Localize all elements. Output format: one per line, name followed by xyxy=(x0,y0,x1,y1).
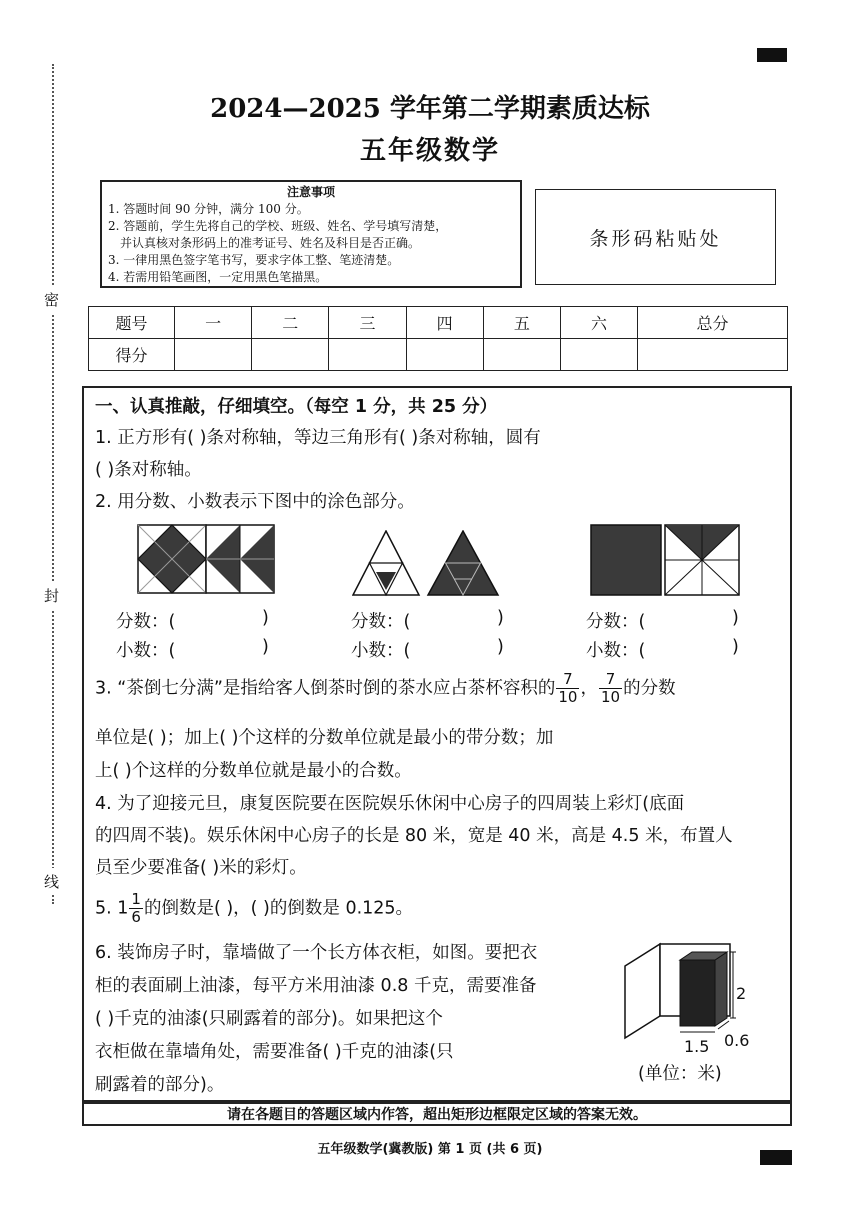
q3-text-b: 的分数 xyxy=(623,678,676,699)
q2-decimal-label-2: 小数：( xyxy=(351,641,411,661)
corner-marker-top xyxy=(757,48,787,62)
wardrobe-dim-height: 2 xyxy=(736,984,747,1003)
barcode-area xyxy=(535,189,776,285)
q1-line1: 1. 正方形有( )条对称轴，等边三角形有( )条对称轴，圆有 xyxy=(95,428,541,448)
q3-comma: ， xyxy=(580,678,598,699)
page-subtitle: 五年级数学 xyxy=(359,136,500,166)
q5-rest: 的倒数是( )，( )的倒数是 0.125。 xyxy=(143,898,414,919)
wardrobe-dim-width: 0.6 xyxy=(724,1031,750,1050)
q3-text-a: 3. “茶倒七分满”是指给客人倒茶时倒的茶水应占茶杯容积的 xyxy=(95,678,556,699)
score-row-label: 得分 xyxy=(89,339,175,371)
q4-line2: 的四周不装)。娱乐休闲中心房子的长是 80 米，宽是 40 米，高是 4.5 米，布置人 xyxy=(95,826,733,846)
notice-item: 1. 答题时间 90 分钟，满分 100 分。 xyxy=(108,202,309,216)
q3-fraction-num: 7 xyxy=(599,672,622,689)
page-footer: 五年级数学(冀教版) 第 1 页 (共 6 页) xyxy=(317,1142,543,1157)
q3-fraction-den: 10 xyxy=(558,688,578,706)
page-title: 2024—2025 学年第二学期素质达标 xyxy=(210,94,650,124)
q4-line1: 4. 为了迎接元旦，康复医院要在医院娱乐休闲中心房子的四周装上彩灯(底面 xyxy=(95,794,685,814)
side-char-feng: 封 xyxy=(44,582,59,609)
q2-fraction-label-2: 分数：( xyxy=(351,612,411,632)
notice-item: 3. 一律用黑色签字笔书写，要求字体工整、笔迹清楚。 xyxy=(108,253,400,267)
q3-fraction xyxy=(556,672,579,705)
barcode-label: 条形码粘贴处 xyxy=(589,227,722,250)
notice-item: 并认真核对条形码上的准考证号、姓名及科目是否正确。 xyxy=(120,236,421,250)
notice-item: 2. 答题前，学生先将自己的学校、班级、姓名、学号填写清楚， xyxy=(108,219,448,233)
q3-fraction-num: 7 xyxy=(556,672,579,689)
q2-close-paren: ) xyxy=(732,608,739,628)
score-header: 二 xyxy=(252,307,329,339)
q2-figure-squares xyxy=(137,524,277,596)
q6-line5: 刷露着的部分)。 xyxy=(95,1075,225,1095)
score-header: 五 xyxy=(483,307,560,339)
q3-line1 xyxy=(95,672,676,705)
notice-box xyxy=(100,180,522,288)
notice-heading: 注意事项 xyxy=(286,185,335,199)
q6-line1: 6. 装饰房子时，靠墙做了一个长方体衣柜，如图。要把衣 xyxy=(95,943,538,963)
score-cell[interactable] xyxy=(483,339,560,371)
q6-line3: ( )千克的油漆(只刷露着的部分)。如果把这个 xyxy=(95,1009,443,1029)
q5-line xyxy=(95,892,413,925)
score-header: 一 xyxy=(175,307,252,339)
q2-fraction-label-1: 分数：( xyxy=(116,612,176,632)
answer-area-notice xyxy=(82,1102,792,1126)
answer-area-notice-text: 请在各题目的答题区域内作答，超出矩形边框限定区域的答案无效。 xyxy=(227,1107,647,1123)
q5-fraction-num: 1 xyxy=(131,890,141,908)
q3-fraction-den: 10 xyxy=(600,688,621,706)
wardrobe-figure xyxy=(620,938,780,1042)
q2-close-paren: ) xyxy=(262,637,269,657)
wardrobe-dim-length: 1.5 xyxy=(684,1037,710,1056)
q2-close-paren: ) xyxy=(497,608,504,628)
q2-figure-triangles xyxy=(352,530,502,598)
q6-line2: 柜的表面刷上油漆，每平方米用油漆 0.8 千克，需要准备 xyxy=(95,976,537,996)
score-cell[interactable] xyxy=(560,339,637,371)
q2-close-paren: ) xyxy=(732,637,739,657)
q2-decimal-label-1: 小数：( xyxy=(116,641,176,661)
score-cell[interactable] xyxy=(329,339,406,371)
q3-line3: 上( )个这样的分数单位就是最小的合数。 xyxy=(95,761,412,781)
q1-line2: ( )条对称轴。 xyxy=(95,460,202,480)
score-header-row xyxy=(89,307,788,339)
q4-line3: 员至少要准备( )米的彩灯。 xyxy=(95,858,307,878)
wardrobe-unit: (单位：米) xyxy=(638,1064,722,1084)
q3-fraction xyxy=(599,672,622,705)
q2-stem: 2. 用分数、小数表示下图中的涂色部分。 xyxy=(95,492,415,512)
score-header: 四 xyxy=(406,307,483,339)
q3-line2: 单位是( )；加上( )个这样的分数单位就是最小的带分数；加 xyxy=(95,728,554,748)
notice-item: 4. 若需用铅笔画图，一定用黑色笔描黑。 xyxy=(108,270,328,284)
q5-prefix: 5. 1 xyxy=(95,898,129,919)
score-cell[interactable] xyxy=(175,339,252,371)
q2-fraction-label-3: 分数：( xyxy=(586,612,646,632)
q6-line4: 衣柜做在靠墙角处，需要准备( )千克的油漆(只 xyxy=(95,1042,454,1062)
score-header: 总分 xyxy=(638,307,788,339)
side-char-xian: 线 xyxy=(44,868,59,895)
score-cell[interactable] xyxy=(252,339,329,371)
q5-fraction xyxy=(129,892,143,925)
score-row xyxy=(89,339,788,371)
score-header: 三 xyxy=(329,307,406,339)
q2-decimal-label-3: 小数：( xyxy=(586,641,646,661)
side-char-mi: 密 xyxy=(44,286,59,313)
q2-close-paren: ) xyxy=(262,608,269,628)
q5-fraction-den: 6 xyxy=(131,908,141,926)
score-cell[interactable] xyxy=(638,339,788,371)
section-heading: 一、认真推敲，仔细填空。（每空 1 分，共 25 分） xyxy=(95,397,498,417)
score-cell[interactable] xyxy=(406,339,483,371)
score-header: 题号 xyxy=(89,307,175,339)
q2-close-paren: ) xyxy=(497,637,504,657)
binding-line xyxy=(52,64,54,904)
score-header: 六 xyxy=(560,307,637,339)
q2-figure-boxes xyxy=(590,524,742,596)
score-table xyxy=(88,306,788,371)
